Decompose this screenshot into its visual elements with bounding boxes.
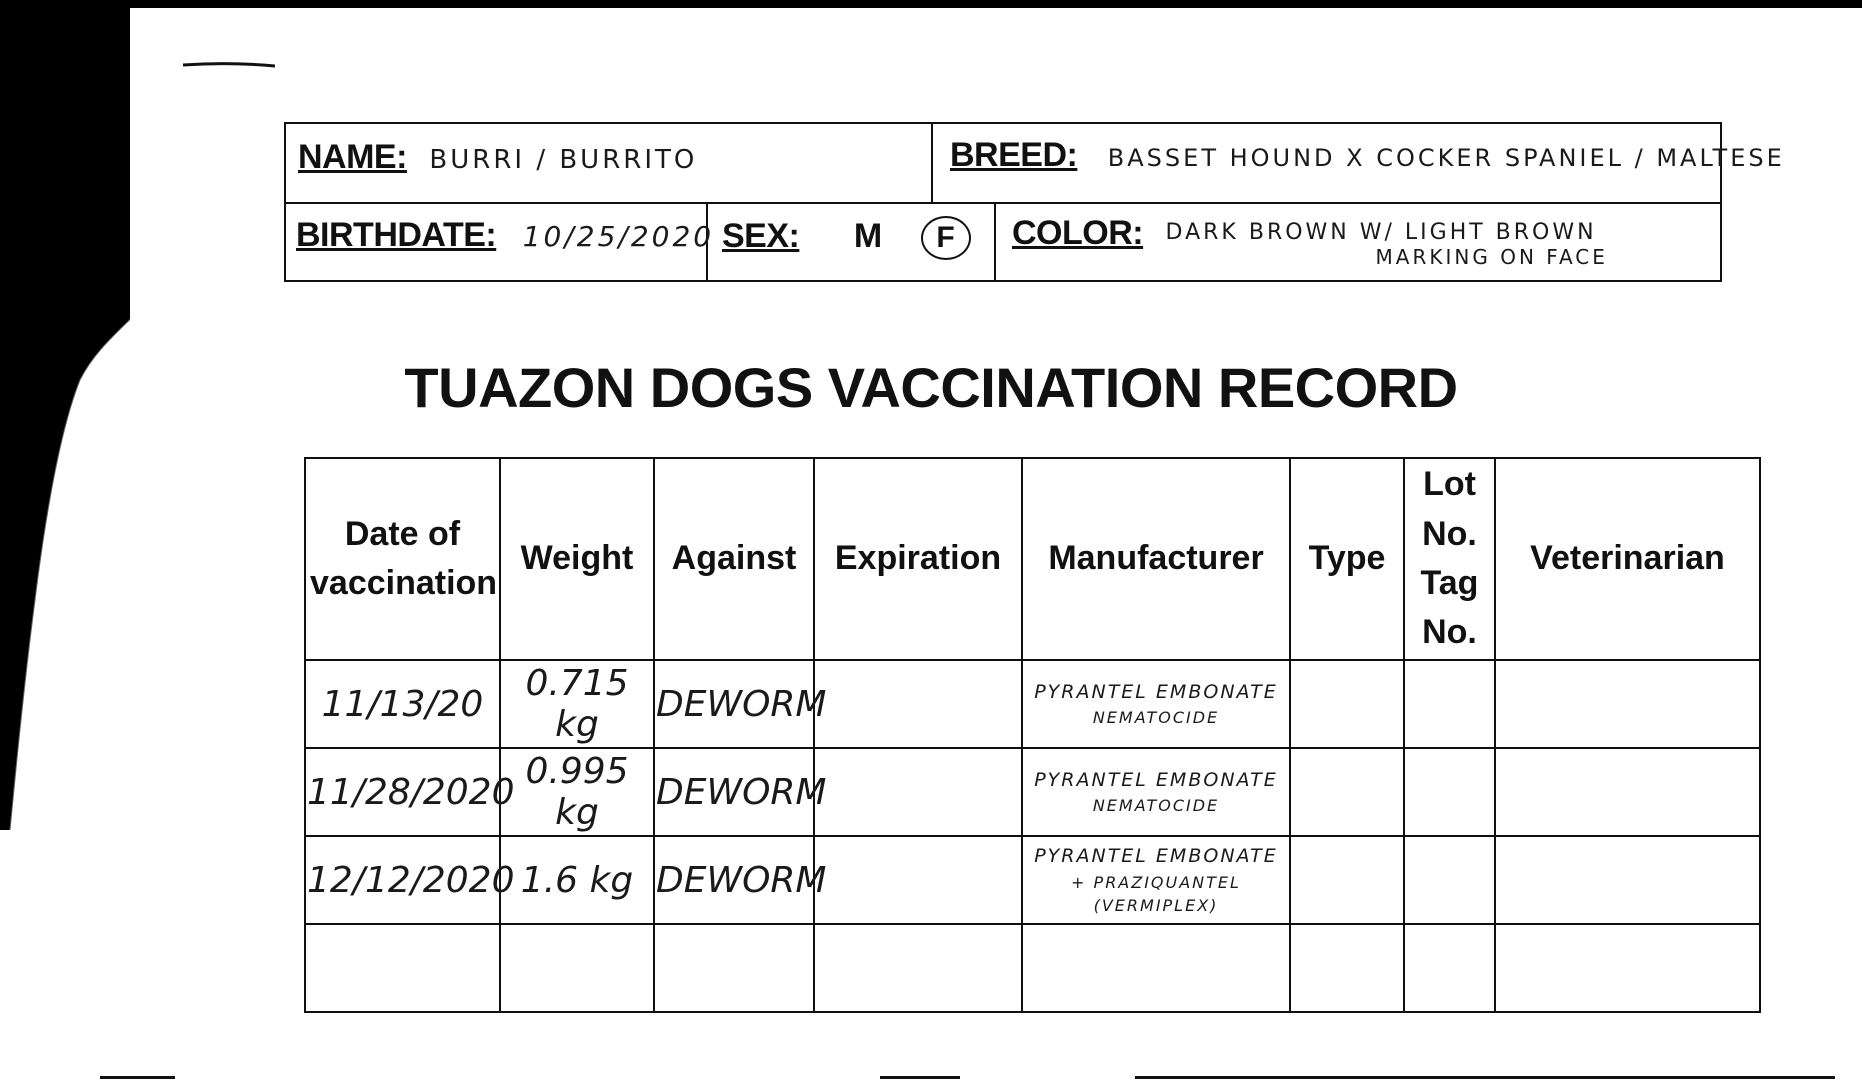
birthdate-field bbox=[296, 216, 714, 255]
sex-option-m: M bbox=[853, 217, 883, 255]
against-cell: DEWORM bbox=[654, 748, 814, 836]
sex-option-f-circled: F bbox=[921, 216, 971, 260]
manufacturer-cell bbox=[1022, 660, 1290, 748]
weight-cell: 0.715 kg bbox=[500, 660, 654, 748]
lot-cell bbox=[1404, 660, 1495, 748]
manufacturer-cell bbox=[1022, 924, 1290, 1012]
scan-top-border bbox=[120, 0, 1862, 8]
table-row bbox=[305, 836, 1760, 924]
scan-shadow-edge bbox=[0, 0, 130, 1080]
table-row bbox=[305, 660, 1760, 748]
date-cell: 12/12/2020 bbox=[305, 836, 500, 924]
manufacturer-text: PYRANTEL EMBONATE bbox=[1034, 768, 1278, 791]
manufacturer-subtext: NEMATOCIDE bbox=[1092, 708, 1220, 728]
table-row bbox=[305, 748, 1760, 836]
expiration-cell bbox=[814, 660, 1022, 748]
breed-field bbox=[950, 136, 1785, 175]
birthdate-value: 10/25/2020 bbox=[522, 220, 715, 253]
color-label: COLOR: bbox=[1012, 214, 1144, 252]
column-header: Veterinarian bbox=[1495, 458, 1760, 660]
sex-field bbox=[722, 216, 990, 260]
manufacturer-cell bbox=[1022, 748, 1290, 836]
date-cell: 11/13/20 bbox=[305, 660, 500, 748]
weight-cell: 1.6 kg bbox=[500, 836, 654, 924]
scan-bottom-line bbox=[1135, 1076, 1835, 1079]
color-value-line1: DARK BROWN W/ LIGHT BROWN bbox=[1165, 220, 1597, 245]
veterinarian-cell bbox=[1495, 748, 1760, 836]
against-cell: DEWORM bbox=[654, 660, 814, 748]
date-cell bbox=[305, 924, 500, 1012]
column-header: Expiration bbox=[814, 458, 1022, 660]
record-title: TUAZON DOGS VACCINATION RECORD bbox=[404, 356, 1458, 419]
type-cell bbox=[1290, 660, 1404, 748]
breed-label: BREED: bbox=[950, 136, 1078, 174]
manufacturer-cell bbox=[1022, 836, 1290, 924]
against-cell: DEWORM bbox=[654, 836, 814, 924]
lot-cell bbox=[1404, 924, 1495, 1012]
breed-value: BASSET HOUND X COCKER SPANIEL / MALTESE bbox=[1107, 144, 1785, 172]
column-header: Against bbox=[654, 458, 814, 660]
scan-bottom-line bbox=[880, 1076, 960, 1079]
date-cell: 11/28/2020 bbox=[305, 748, 500, 836]
veterinarian-cell bbox=[1495, 924, 1760, 1012]
against-cell bbox=[654, 924, 814, 1012]
expiration-cell bbox=[814, 924, 1022, 1012]
manufacturer-text: PYRANTEL EMBONATE bbox=[1034, 845, 1278, 868]
expiration-cell bbox=[814, 836, 1022, 924]
veterinarian-cell bbox=[1495, 836, 1760, 924]
type-cell bbox=[1290, 748, 1404, 836]
veterinarian-cell bbox=[1495, 660, 1760, 748]
scan-bottom-line bbox=[100, 1076, 175, 1079]
color-field bbox=[1012, 214, 1712, 269]
expiration-cell bbox=[814, 748, 1022, 836]
table-row bbox=[305, 924, 1760, 1012]
type-cell bbox=[1290, 924, 1404, 1012]
lot-cell bbox=[1404, 836, 1495, 924]
table-header-row bbox=[305, 458, 1760, 660]
manufacturer-subtext: + PRAZIQUANTEL (VERMIPLEX) bbox=[1071, 872, 1241, 915]
manufacturer-subtext: NEMATOCIDE bbox=[1092, 796, 1220, 816]
weight-cell bbox=[500, 924, 654, 1012]
lot-cell bbox=[1404, 748, 1495, 836]
name-label: NAME: bbox=[298, 138, 407, 176]
column-header: Date of vaccination bbox=[305, 458, 500, 660]
name-field bbox=[298, 138, 697, 177]
column-header: Lot No. Tag No. bbox=[1404, 458, 1495, 660]
dog-info-box bbox=[284, 122, 1785, 282]
sex-label: SEX: bbox=[722, 217, 800, 255]
column-header: Weight bbox=[500, 458, 654, 660]
weight-cell: 0.995 kg bbox=[500, 748, 654, 836]
color-value-line2: MARKING ON FACE bbox=[1375, 245, 1608, 269]
name-value: BURRI / BURRITO bbox=[429, 145, 698, 175]
birthdate-label: BIRTHDATE: bbox=[296, 216, 497, 254]
column-header: Type bbox=[1290, 458, 1404, 660]
column-header: Manufacturer bbox=[1022, 458, 1290, 660]
vaccination-table bbox=[304, 457, 1761, 1013]
type-cell bbox=[1290, 836, 1404, 924]
manufacturer-text: PYRANTEL EMBONATE bbox=[1034, 680, 1278, 703]
pen-mark bbox=[183, 62, 275, 68]
